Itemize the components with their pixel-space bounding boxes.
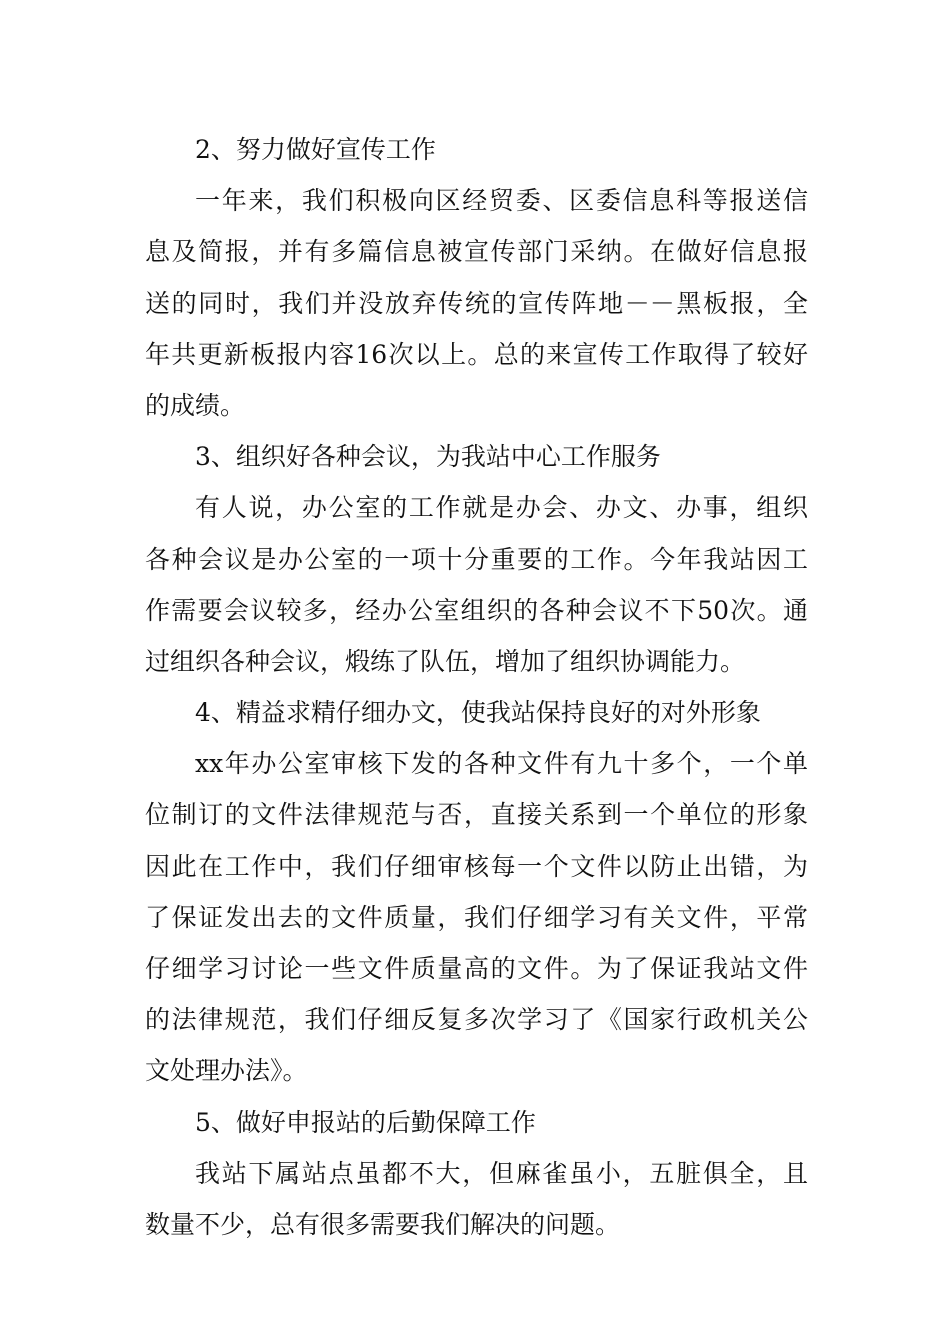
paragraph-line: 送的同时，我们并没放弃传统的宣传阵地－－黑板报，全 bbox=[145, 288, 808, 318]
paragraph-line: 一年来，我们积极向区经贸委、区委信息科等报送信 bbox=[195, 186, 808, 216]
section-heading: 2、努力做好宣传工作 bbox=[195, 135, 436, 164]
paragraph-line: 年共更新板报内容16次以上。总的来宣传工作取得了较好 bbox=[145, 339, 808, 369]
paragraph-line: 仔细学习讨论一些文件质量高的文件。为了保证我站文件 bbox=[145, 954, 808, 983]
paragraph-line: 各种会议是办公室的一项十分重要的工作。今年我站因工 bbox=[145, 544, 808, 574]
section-heading: 4、精益求精仔细办文，使我站保持良好的对外形象 bbox=[195, 698, 761, 728]
paragraph-line: 位制订的文件法律规范与否，直接关系到一个单位的形象 bbox=[145, 800, 808, 830]
section-heading: 3、组织好各种会议，为我站中心工作服务 bbox=[195, 442, 661, 472]
paragraph-line: 的成绩。 bbox=[145, 390, 246, 420]
paragraph-line: 了保证发出去的文件质量，我们仔细学习有关文件，平常 bbox=[145, 902, 808, 932]
paragraph-line: 有人说，办公室的工作就是办会、办文、办事，组织 bbox=[195, 493, 808, 523]
section-logistics bbox=[145, 1097, 808, 1251]
section-publicity bbox=[145, 124, 808, 431]
paragraph-line: 因此在工作中，我们仔细审核每一个文件以防止出错，为 bbox=[145, 851, 808, 881]
paragraph-line: 数量不少，总有很多需要我们解决的问题。 bbox=[145, 1209, 621, 1239]
section-documents bbox=[145, 687, 808, 1097]
paragraph-line: 文处理办法》。 bbox=[145, 1056, 308, 1086]
paragraph-line: 息及简报，并有多篇信息被宣传部门采纳。在做好信息报 bbox=[145, 237, 808, 267]
paragraph-line: 作需要会议较多，经办公室组织的各种会议不下50次。通 bbox=[145, 595, 808, 625]
paragraph-line: xx年办公室审核下发的各种文件有九十多个，一个单 bbox=[195, 749, 808, 779]
paragraph-line: 的法律规范，我们仔细反复多次学习了《国家行政机关公 bbox=[145, 1005, 808, 1035]
section-heading: 5、做好申报站的后勤保障工作 bbox=[195, 1107, 536, 1137]
paragraph-line: 过组织各种会议，煅练了队伍，增加了组织协调能力。 bbox=[145, 646, 746, 676]
section-meetings bbox=[145, 431, 808, 687]
document-page bbox=[145, 124, 808, 1250]
paragraph-line: 我站下属站点虽都不大，但麻雀虽小，五脏俱全，且 bbox=[195, 1158, 808, 1188]
